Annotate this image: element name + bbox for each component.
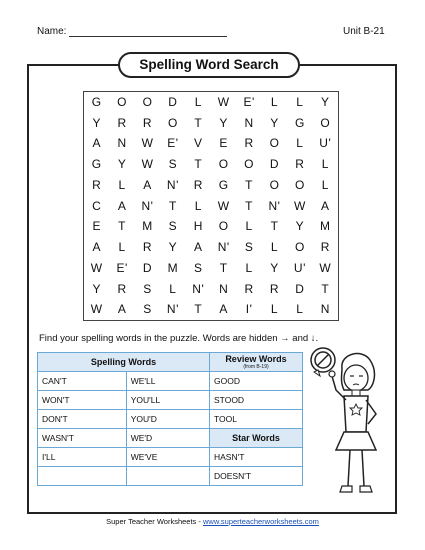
- grid-letter: R: [193, 177, 203, 192]
- grid-letter: C: [92, 198, 102, 213]
- grid-letter: L: [245, 219, 253, 234]
- name-line[interactable]: [69, 27, 227, 37]
- grid-letter: R: [117, 281, 127, 296]
- grid-letter: D: [142, 260, 153, 275]
- grid-letter: I': [245, 302, 253, 317]
- spelling-word: DON'T: [38, 410, 127, 429]
- spelling-blank: [38, 467, 127, 486]
- grid-letter: T: [194, 157, 203, 172]
- grid-letter: L: [270, 240, 279, 255]
- grid-letter: L: [270, 302, 279, 317]
- grid-letter: D: [168, 95, 178, 109]
- grid-letter: N: [117, 136, 127, 151]
- grid-letter: A: [92, 240, 101, 255]
- grid-letter: G: [218, 177, 229, 192]
- grid-letter: L: [296, 302, 304, 317]
- grid-letter: L: [169, 281, 177, 296]
- grid-letter: Y: [92, 115, 101, 130]
- grid-letter: L: [118, 240, 126, 255]
- spelling-word: WE'VE: [126, 448, 209, 467]
- grid-letter: T: [245, 198, 254, 213]
- word-search-grid: [83, 91, 339, 321]
- grid-letter: A: [321, 198, 330, 213]
- grid-letter: W: [319, 260, 332, 275]
- grid-letter: R: [269, 281, 280, 296]
- grid-letter: O: [294, 240, 305, 255]
- grid-letter: L: [321, 177, 329, 192]
- grid-letter: N: [320, 302, 330, 317]
- grid-letter: W: [217, 95, 230, 109]
- grid-letter: G: [91, 157, 102, 172]
- grid-letter: E: [92, 219, 101, 234]
- grid-letter: L: [296, 136, 304, 151]
- grid-letter: O: [167, 115, 178, 130]
- grid-letter: S: [244, 240, 254, 255]
- grid-letter: D: [269, 157, 280, 172]
- grid-letter: W: [141, 157, 154, 172]
- grid-letter: S: [168, 219, 178, 234]
- word-table: [37, 352, 303, 486]
- grid-letter: E': [116, 260, 128, 275]
- grid-letter: L: [270, 95, 279, 109]
- grid-letter: L: [321, 157, 329, 172]
- grid-letter: T: [194, 302, 203, 317]
- grid-letter: L: [296, 95, 304, 109]
- grid-letter: Y: [270, 260, 279, 275]
- spelling-blank: [126, 467, 209, 486]
- grid-letter: L: [194, 95, 202, 109]
- grid-letter: O: [218, 219, 229, 234]
- review-words-subtitle: (from B-19): [243, 364, 269, 370]
- grid-letter: R: [244, 136, 254, 151]
- grid-letter: R: [320, 240, 330, 255]
- star-word: DOESN'T: [210, 467, 303, 486]
- grid-letter: A: [194, 240, 203, 255]
- grid-letter: U': [319, 136, 332, 151]
- unit-label: Unit B-21: [343, 26, 385, 37]
- spelling-words-header: Spelling Words: [38, 353, 210, 372]
- grid-letter: O: [294, 177, 305, 192]
- footer: [0, 517, 425, 526]
- grid-letter: E: [219, 136, 228, 151]
- grid-letter: Y: [270, 115, 279, 130]
- grid-letter: Y: [168, 240, 178, 255]
- grid-letter: O: [218, 157, 229, 172]
- grid-letter: O: [117, 95, 128, 109]
- grid-letter: N': [217, 240, 230, 255]
- grid-letter: O: [142, 95, 153, 109]
- grid-letter: T: [168, 198, 177, 213]
- grid-letter: M: [320, 219, 331, 234]
- grid-letter: N: [244, 115, 254, 130]
- grid-letter: S: [168, 157, 178, 172]
- spelling-word: YOU'LL: [126, 391, 209, 410]
- review-words-header: [210, 353, 303, 372]
- grid-letter: N': [166, 302, 179, 317]
- grid-letter: W: [217, 198, 230, 213]
- footer-link[interactable]: www.superteacherworksheets.com: [202, 517, 319, 526]
- grid-letter: Y: [117, 157, 127, 172]
- grid-letter: S: [194, 260, 203, 275]
- grid-letter: W: [141, 136, 154, 151]
- grid-letter: O: [320, 115, 331, 130]
- grid-letter: R: [244, 281, 254, 296]
- grid-letter: L: [118, 177, 126, 192]
- grid-letter: A: [117, 198, 127, 213]
- review-word: TOOL: [210, 410, 303, 429]
- grid-letter: R: [117, 115, 127, 130]
- spelling-word: I'LL: [38, 448, 127, 467]
- grid-letter: G: [294, 115, 305, 130]
- grid-letter: O: [269, 136, 280, 151]
- grid-letter: O: [269, 177, 280, 192]
- grid-letter: W: [90, 260, 103, 275]
- spelling-word: WASN'T: [38, 429, 127, 448]
- name-label: Name:: [37, 26, 67, 37]
- spelling-word: WON'T: [38, 391, 127, 410]
- grid-letter: V: [194, 136, 203, 151]
- grid-letter: E': [167, 136, 179, 151]
- grid-letter: R: [142, 240, 153, 255]
- grid-letter: M: [142, 219, 153, 234]
- grid-letter: Y: [321, 95, 330, 109]
- grid-letter: R: [92, 177, 102, 192]
- page-title: Spelling Word Search: [118, 52, 300, 78]
- grid-letter: G: [91, 95, 102, 109]
- grid-letter: R: [142, 115, 153, 130]
- review-word: GOOD: [210, 372, 303, 391]
- grid-letter: S: [143, 302, 152, 317]
- grid-letter: T: [321, 281, 330, 296]
- grid-letter: T: [118, 219, 127, 234]
- name-field: [37, 26, 227, 37]
- grid-letter: Y: [295, 219, 305, 234]
- grid-letter: H: [193, 219, 203, 234]
- grid-letter: A: [117, 302, 127, 317]
- grid-letter: A: [143, 177, 152, 192]
- review-words-title: Review Words: [225, 354, 287, 364]
- grid-letter: T: [270, 219, 279, 234]
- grid-letter: Y: [219, 115, 228, 130]
- grid-letter: T: [219, 260, 228, 275]
- grid-letter: O: [244, 157, 255, 172]
- grid-letter: N': [166, 177, 179, 192]
- grid-letter: N: [219, 281, 229, 296]
- star-word: HASN'T: [210, 448, 303, 467]
- grid-letter: N': [268, 198, 281, 213]
- grid-letter: L: [245, 260, 253, 275]
- grid-letter: S: [143, 281, 152, 296]
- spelling-word: WE'D: [126, 429, 209, 448]
- grid-letter: N': [141, 198, 154, 213]
- spelling-word: WE'LL: [126, 372, 209, 391]
- spelling-word: YOU'D: [126, 410, 209, 429]
- spelling-word: CAN'T: [38, 372, 127, 391]
- review-word: STOOD: [210, 391, 303, 410]
- grid-letter: T: [194, 115, 203, 130]
- grid-letter: L: [194, 198, 202, 213]
- cartoon-girl-illustration: [300, 346, 390, 506]
- grid-letter: M: [167, 260, 179, 275]
- grid-letter: N': [192, 281, 205, 296]
- grid-letter: Y: [92, 281, 101, 296]
- grid-letter: A: [219, 302, 228, 317]
- grid-letter: R: [295, 157, 305, 172]
- footer-text: Super Teacher Worksheets -: [106, 517, 203, 526]
- instructions: Find your spelling words in the puzzle. Words are hidden → and ↓.: [39, 333, 319, 344]
- grid-letter: U': [293, 260, 306, 275]
- grid-letter: T: [245, 177, 254, 192]
- grid-letter: D: [295, 281, 305, 296]
- grid-letter: A: [92, 136, 101, 151]
- star-words-header: Star Words: [210, 429, 303, 448]
- grid-letter: W: [293, 198, 306, 213]
- grid-letter: W: [90, 302, 103, 317]
- grid-letter: E': [243, 95, 255, 109]
